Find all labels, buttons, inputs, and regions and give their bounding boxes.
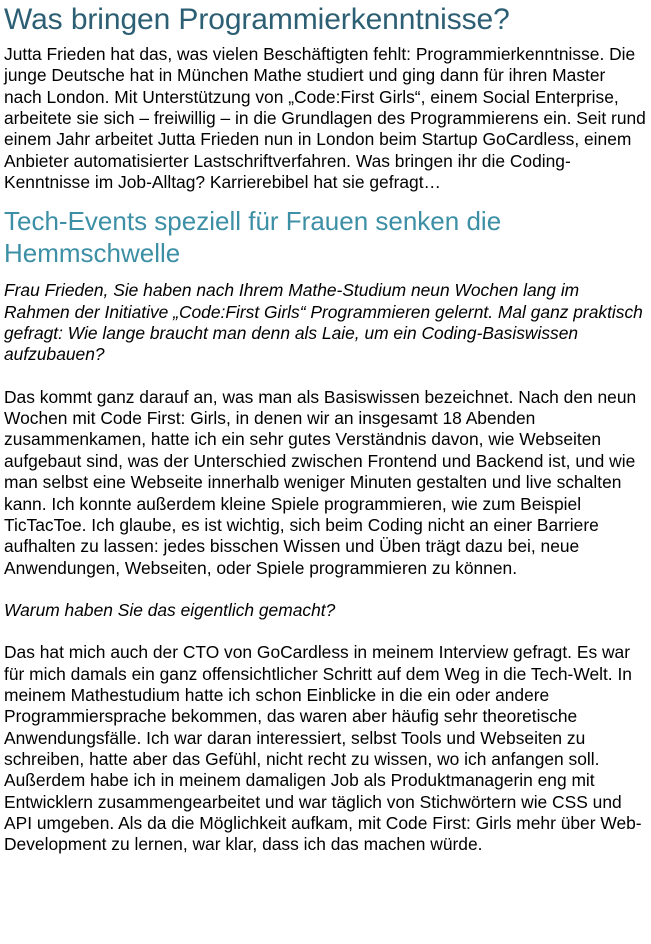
interview-question-2: Warum haben Sie das eigentlich gemacht? [4,599,336,620]
intro-paragraph: Jutta Frieden hat das, was vielen Beschäftigten fehlt: Programmierkenntnisse. Die junge Deutsche hat in München Mathe studiert und ging dann für ihren Master nach London. Mit Unterstützung von „Code:First Girls“, einem Social Enterprise, arbeitete sie sich – freiwillig – in die Grundlagen des Programmierens ein. Seit rund einem Jahr arbeitet Jutta Frieden nun in London beim Startup GoCardless, einem Anbieter automatisierter Lastschriftverfahren. Was bringen ihr die Coding-Kenntnisse im Job-Alltag? Karrierebibel hat sie gefragt… [4,44,646,193]
interview-question-1: Frau Frieden, Sie haben nach Ihrem Mathe-Studium neun Wochen lang im Rahmen der Initiative „Code:First Girls“ Programmieren gelernt. Mal ganz praktisch gefragt: Wie lange braucht man denn als Laie, um ein Coding-Basiswissen aufzubauen? [4,280,643,365]
section-heading: Tech-Events speziell für Frauen senken die Hemmschwelle [4,206,502,269]
interview-answer-1: Das kommt ganz darauf an, was man als Basiswissen bezeichnet. Nach den neun Wochen mit Code First: Girls, in denen wir an insgesamt 18 Abenden zusammenkamen, hatte ich ein sehr gutes Verständnis davon, wie Webseiten aufgebaut sind, was der Unterschied zwischen Frontend und Backend ist, und wie man selbst eine Webseite innerhalb weniger Minuten gestalten und live schalten kann. Ich konnte außerdem kleine Spiele programmieren, wie zum Beispiel TicTacToe. Ich glaube, es ist wichtig, sich beim Coding nicht an einer Barriere aufhalten zu lassen: jedes bisschen Wissen und Üben trägt dazu bei, neue Anwendungen, Webseiten, oder Spiele programmieren zu können. [4,386,637,578]
interview-answer-2: Das hat mich auch der CTO von GoCardless in meinem Interview gefragt. Es war für mich damals ein ganz offensichtlicher Schritt auf dem Weg in die Tech-Welt. In meinem Mathestudium hatte ich schon Einblicke in die ein oder andere Programmiersprache bekommen, das waren aber häufig sehr theoretische Anwendungsfälle. Ich war daran interessiert, selbst Tools und Webseiten zu schreiben, hatte aber das Gefühl, nicht recht zu wissen, wo ich anfangen soll. Außerdem habe ich in meinem damaligen Job als Produktmanagerin eng mit Entwicklern zusammengearbeitet und war täglich von Stichwörtern wie CSS und API umgeben. Als da die Möglichkeit aufkam, mit Code First: Girls mehr über Web-Development zu lernen, war klar, dass ich das machen würde. [4,642,642,855]
page-title: Was bringen Programmierkenntnisse? [4,3,510,36]
